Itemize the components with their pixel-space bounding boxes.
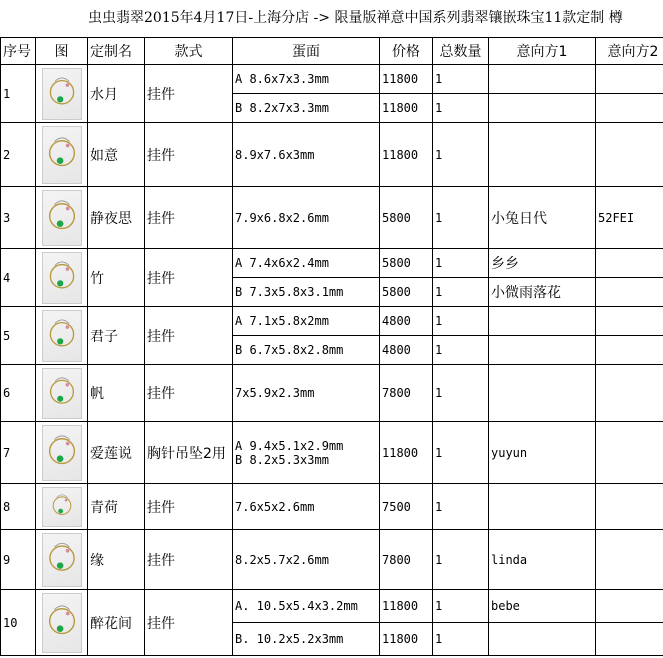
buyer1: linda: [489, 530, 596, 590]
gem-size: [233, 422, 380, 484]
quantity: 1: [433, 590, 489, 623]
pendant-photo-icon: [42, 487, 82, 527]
buyer1: [489, 65, 596, 94]
quantity: 1: [433, 484, 489, 530]
header-style: 款式: [145, 38, 233, 65]
table-row: [1, 590, 663, 623]
buyer2: 52FEI: [596, 187, 663, 249]
row-number: 3: [1, 187, 36, 249]
gem-size-line: B 6.7x5.8x2.8mm: [235, 343, 344, 357]
table-row: [1, 249, 663, 278]
pendant-photo-icon: [42, 425, 82, 481]
design-name: 静夜思: [88, 187, 145, 249]
gem-size: [233, 484, 380, 530]
gem-size-line: 7x5.9x2.3mm: [235, 386, 315, 400]
quantity: 1: [433, 307, 489, 336]
pendant-image-cell: [36, 422, 88, 484]
buyer2: [596, 278, 663, 307]
buyer2: [596, 65, 663, 94]
pendant-image-cell: [36, 590, 88, 656]
row-number: 6: [1, 365, 36, 422]
design-style: 挂件: [145, 187, 233, 249]
header-buyer2: 意向方2: [596, 38, 663, 65]
gem-size-line: 8.9x7.6x3mm: [235, 147, 315, 162]
buyer1: [489, 365, 596, 422]
pendant-photo-icon: [42, 593, 82, 653]
buyer2: [596, 365, 663, 422]
buyer2: [596, 249, 663, 278]
pendant-image-cell: [36, 530, 88, 590]
buyer2: [596, 94, 663, 123]
table-row: [1, 530, 663, 590]
gem-size: [233, 65, 380, 94]
price: 11800: [380, 623, 433, 656]
price: 11800: [380, 422, 433, 484]
design-style: 挂件: [145, 365, 233, 422]
gem-size-line: A 7.4x6x2.4mm: [235, 256, 329, 270]
table-row: [1, 365, 663, 422]
buyer1: [489, 336, 596, 365]
gem-size: [233, 94, 380, 123]
design-style: 挂件: [145, 123, 233, 187]
gem-size: [233, 187, 380, 249]
gem-size-line: A. 10.5x5.4x3.2mm: [235, 599, 358, 613]
row-number: 5: [1, 307, 36, 365]
price: 4800: [380, 307, 433, 336]
quantity: 1: [433, 278, 489, 307]
buyer2: [596, 623, 663, 656]
design-style: 挂件: [145, 530, 233, 590]
gem-size-line: A 9.4x5.1x2.9mm: [235, 438, 344, 453]
row-number: 8: [1, 484, 36, 530]
design-style: 挂件: [145, 590, 233, 656]
quantity: 1: [433, 530, 489, 590]
price: 5800: [380, 278, 433, 307]
gem-size-line: B 8.2x5.3x3mm: [235, 452, 329, 467]
design-style: 胸针吊坠2用: [145, 422, 233, 484]
quantity: 1: [433, 422, 489, 484]
price: 7800: [380, 530, 433, 590]
gem-size-line: B. 10.2x5.2x3mm: [235, 632, 344, 646]
price: 5800: [380, 187, 433, 249]
gem-size: [233, 278, 380, 307]
design-name: 水月: [88, 65, 145, 123]
header-image: 图: [36, 38, 88, 65]
pendant-photo-icon: [42, 190, 82, 246]
table-row: [1, 123, 663, 187]
pendant-photo-icon: [42, 368, 82, 419]
table-row: [1, 422, 663, 484]
pendant-image-cell: [36, 365, 88, 422]
design-name: 青荷: [88, 484, 145, 530]
header-price: 价格: [380, 38, 433, 65]
buyer1: 小兔日代: [489, 187, 596, 249]
design-style: 挂件: [145, 484, 233, 530]
gem-size: [233, 336, 380, 365]
gem-size-line: B 8.2x7x3.3mm: [235, 101, 329, 115]
gem-size-line: 8.2x5.7x2.6mm: [235, 552, 329, 567]
custom-order-table: [0, 37, 663, 656]
header-buyer1: 意向方1: [489, 38, 596, 65]
pendant-image-cell: [36, 484, 88, 530]
gem-size: [233, 530, 380, 590]
gem-size-line: B 7.3x5.8x3.1mm: [235, 285, 344, 299]
buyer1: [489, 94, 596, 123]
gem-size-line: 7.9x6.8x2.6mm: [235, 210, 329, 225]
design-style: 挂件: [145, 249, 233, 307]
gem-size: [233, 623, 380, 656]
pendant-photo-icon: [42, 126, 82, 184]
header-gem: 蛋面: [233, 38, 380, 65]
quantity: 1: [433, 123, 489, 187]
header-row: [1, 38, 663, 65]
quantity: 1: [433, 249, 489, 278]
design-name: 如意: [88, 123, 145, 187]
buyer1: [489, 623, 596, 656]
buyer1: [489, 123, 596, 187]
quantity: 1: [433, 187, 489, 249]
design-name: 缘: [88, 530, 145, 590]
pendant-image-cell: [36, 187, 88, 249]
pendant-photo-icon: [42, 533, 82, 587]
buyer2: [596, 123, 663, 187]
table-row: [1, 187, 663, 249]
pendant-image-cell: [36, 249, 88, 307]
price: 11800: [380, 123, 433, 187]
design-name: 爱莲说: [88, 422, 145, 484]
quantity: 1: [433, 623, 489, 656]
row-number: 4: [1, 249, 36, 307]
design-name: 竹: [88, 249, 145, 307]
header-no: 序号: [1, 38, 36, 65]
quantity: 1: [433, 65, 489, 94]
price: 5800: [380, 249, 433, 278]
buyer1: bebe: [489, 590, 596, 623]
page-title: 虫虫翡翠2015年4月17日-上海分店 -> 限量版禅意中国系列翡翠镶嵌珠宝11款定制 樽: [88, 10, 623, 26]
table-row: [1, 484, 663, 530]
gem-size-line: 7.6x5x2.6mm: [235, 499, 315, 514]
pendant-photo-icon: [42, 252, 82, 304]
buyer1: 小微雨落花: [489, 278, 596, 307]
row-number: 9: [1, 530, 36, 590]
buyer1: [489, 307, 596, 336]
quantity: 1: [433, 336, 489, 365]
buyer2: [596, 422, 663, 484]
gem-size: [233, 590, 380, 623]
header-quantity: 总数量: [433, 38, 489, 65]
row-number: 10: [1, 590, 36, 656]
price: 11800: [380, 94, 433, 123]
pendant-photo-icon: [42, 310, 82, 362]
gem-size-line: A 7.1x5.8x2mm: [235, 314, 329, 328]
buyer2: [596, 484, 663, 530]
table-row: [1, 65, 663, 94]
table-row: [1, 307, 663, 336]
gem-size: [233, 249, 380, 278]
design-style: 挂件: [145, 65, 233, 123]
price: 11800: [380, 65, 433, 94]
buyer2: [596, 307, 663, 336]
pendant-image-cell: [36, 307, 88, 365]
quantity: 1: [433, 94, 489, 123]
row-number: 1: [1, 65, 36, 123]
design-style: 挂件: [145, 307, 233, 365]
gem-size: [233, 365, 380, 422]
price: 11800: [380, 590, 433, 623]
design-name: 帆: [88, 365, 145, 422]
quantity: 1: [433, 365, 489, 422]
pendant-photo-icon: [42, 68, 82, 120]
price: 4800: [380, 336, 433, 365]
row-number: 2: [1, 123, 36, 187]
design-name: 醉花间: [88, 590, 145, 656]
gem-size: [233, 123, 380, 187]
buyer1: yuyun: [489, 422, 596, 484]
buyer2: [596, 590, 663, 623]
price: 7500: [380, 484, 433, 530]
buyer1: 乡乡: [489, 249, 596, 278]
buyer2: [596, 530, 663, 590]
header-name: 定制名: [88, 38, 145, 65]
pendant-image-cell: [36, 123, 88, 187]
gem-size: [233, 307, 380, 336]
row-number: 7: [1, 422, 36, 484]
price: 7800: [380, 365, 433, 422]
design-name: 君子: [88, 307, 145, 365]
gem-size-line: A 8.6x7x3.3mm: [235, 72, 329, 86]
buyer1: [489, 484, 596, 530]
pendant-image-cell: [36, 65, 88, 123]
buyer2: [596, 336, 663, 365]
